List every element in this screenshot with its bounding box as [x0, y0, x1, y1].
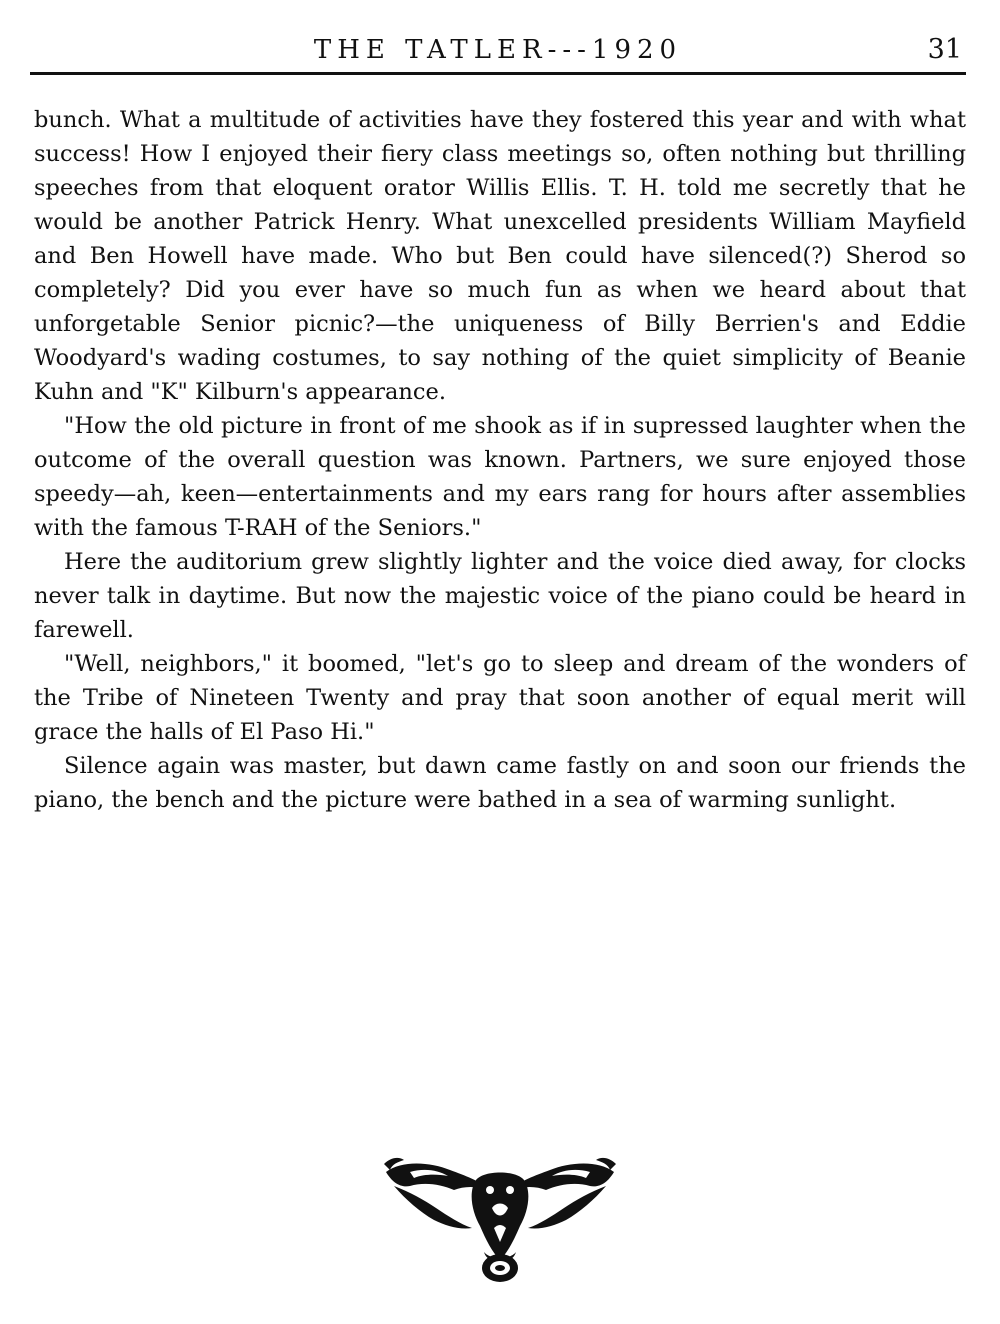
paragraph: Silence again was master, but dawn came fastly on and soon our friends the piano, the bench and the picture were bathed in a sea of warming sunlight. — [34, 753, 966, 813]
body-text — [34, 103, 966, 817]
header-rule — [30, 72, 966, 75]
page-header — [30, 32, 966, 68]
paragraph: "Well, neighbors," it boomed, "let's go to sleep and dream of the wonders of the Tribe of Nineteen Twenty and pray that soon another of equal merit will grace the halls of El Paso Hi." — [34, 651, 966, 745]
paragraph: Here the auditorium grew slightly lighter and the voice died away, for clocks never talk in daytime. But now the majestic voice of the piano could be heard in farewell. — [34, 549, 966, 643]
paragraph: "How the old picture in front of me shook as if in supressed laughter when the outcome of the overall question was known. Partners, we sure enjoyed those speedy—ah, keen—entertainments and my ears rang for hours after assemblies with the famous T-RAH of the Seniors." — [34, 413, 966, 541]
running-title: THE TATLER---1920 — [313, 35, 683, 65]
acanthus-ornament-icon — [380, 1156, 620, 1286]
page-number: 31 — [927, 34, 962, 65]
paragraph: bunch. What a multitude of activities have they fostered this year and with what success! How I enjoyed their fiery class meetings so, often nothing but thrilling speeches from that eloquent orator Willis Ellis. T. H. told me secretly that he would be another Patrick Henry. What unexcelled presidents William Mayfield and Ben Howell have made. Who but Ben could have silenced(?) Sherod so completely? Did you ever have so much fun as when we heard about that unforgetable Senior picnic?—the uniqueness of Billy Berrien's and Eddie Woodyard's wading costumes, to say nothing of the quiet simplicity of Beanie Kuhn and "K" Kilburn's appearance. — [34, 107, 966, 405]
